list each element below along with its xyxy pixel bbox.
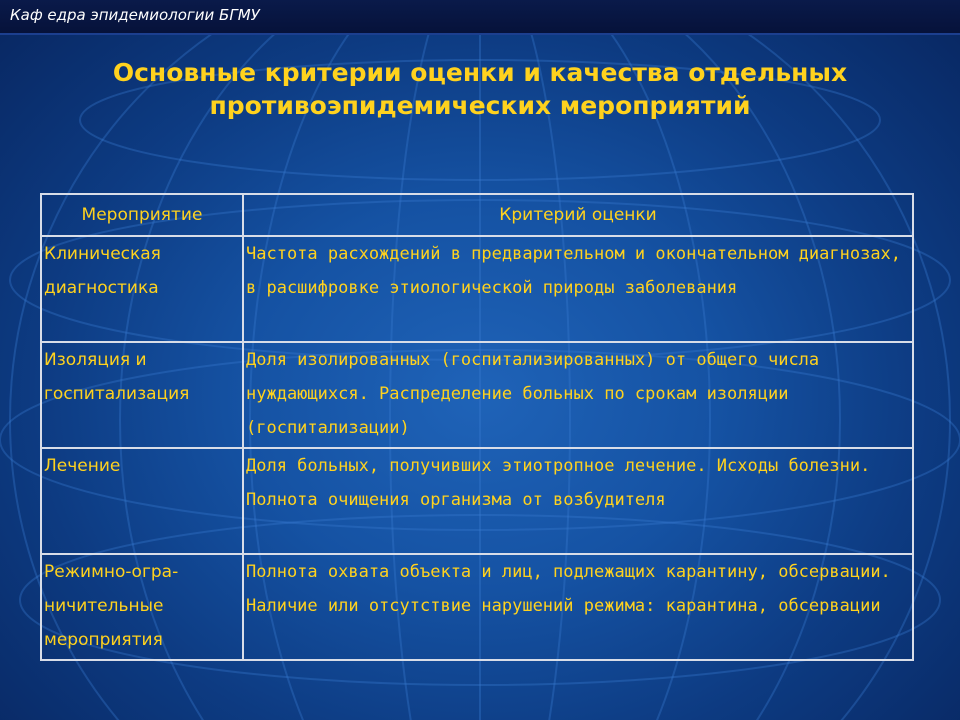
- header-bar: [0, 0, 960, 35]
- table-row: [41, 236, 913, 342]
- title-line-1: Основные критерии оценки и качества отдельных: [112, 58, 848, 87]
- table-row: [41, 554, 913, 660]
- measure-cell: Изоляция и госпитализация: [41, 342, 243, 448]
- criterion-cell: Доля изолированных (госпитализированных) от общего числа нуждающихся. Распределение больных по срокам изоляции (госпитализации): [243, 342, 913, 448]
- measure-cell: Клиническая диагностика: [41, 236, 243, 342]
- criteria-table: [40, 193, 914, 661]
- column-header-measure: Мероприятие: [41, 194, 243, 236]
- title-line-2: противоэпидемических мероприятий: [209, 91, 751, 120]
- column-header-criterion: Критерий оценки: [243, 194, 913, 236]
- criterion-cell: Частота расхождений в предварительном и окончательном диагнозах, в расшифровке этиологической природы заболевания: [243, 236, 913, 342]
- criterion-cell: Доля больных, получивших этиотропное лечение. Исходы болезни. Полнота очищения организма от возбудителя: [243, 448, 913, 554]
- measure-cell: Режимно-огра-ничительные мероприятия: [41, 554, 243, 660]
- table-row: [41, 448, 913, 554]
- table-header-row: [41, 194, 913, 236]
- measure-cell: Лечение: [41, 448, 243, 554]
- criterion-cell: Полнота охвата объекта и лиц, подлежащих карантину, обсервации. Наличие или отсутствие нарушений режима: карантина, обсервации: [243, 554, 913, 660]
- slide-title: [0, 56, 960, 122]
- table-row: [41, 342, 913, 448]
- department-label: Каф едра эпидемиологии БГМУ: [10, 6, 260, 24]
